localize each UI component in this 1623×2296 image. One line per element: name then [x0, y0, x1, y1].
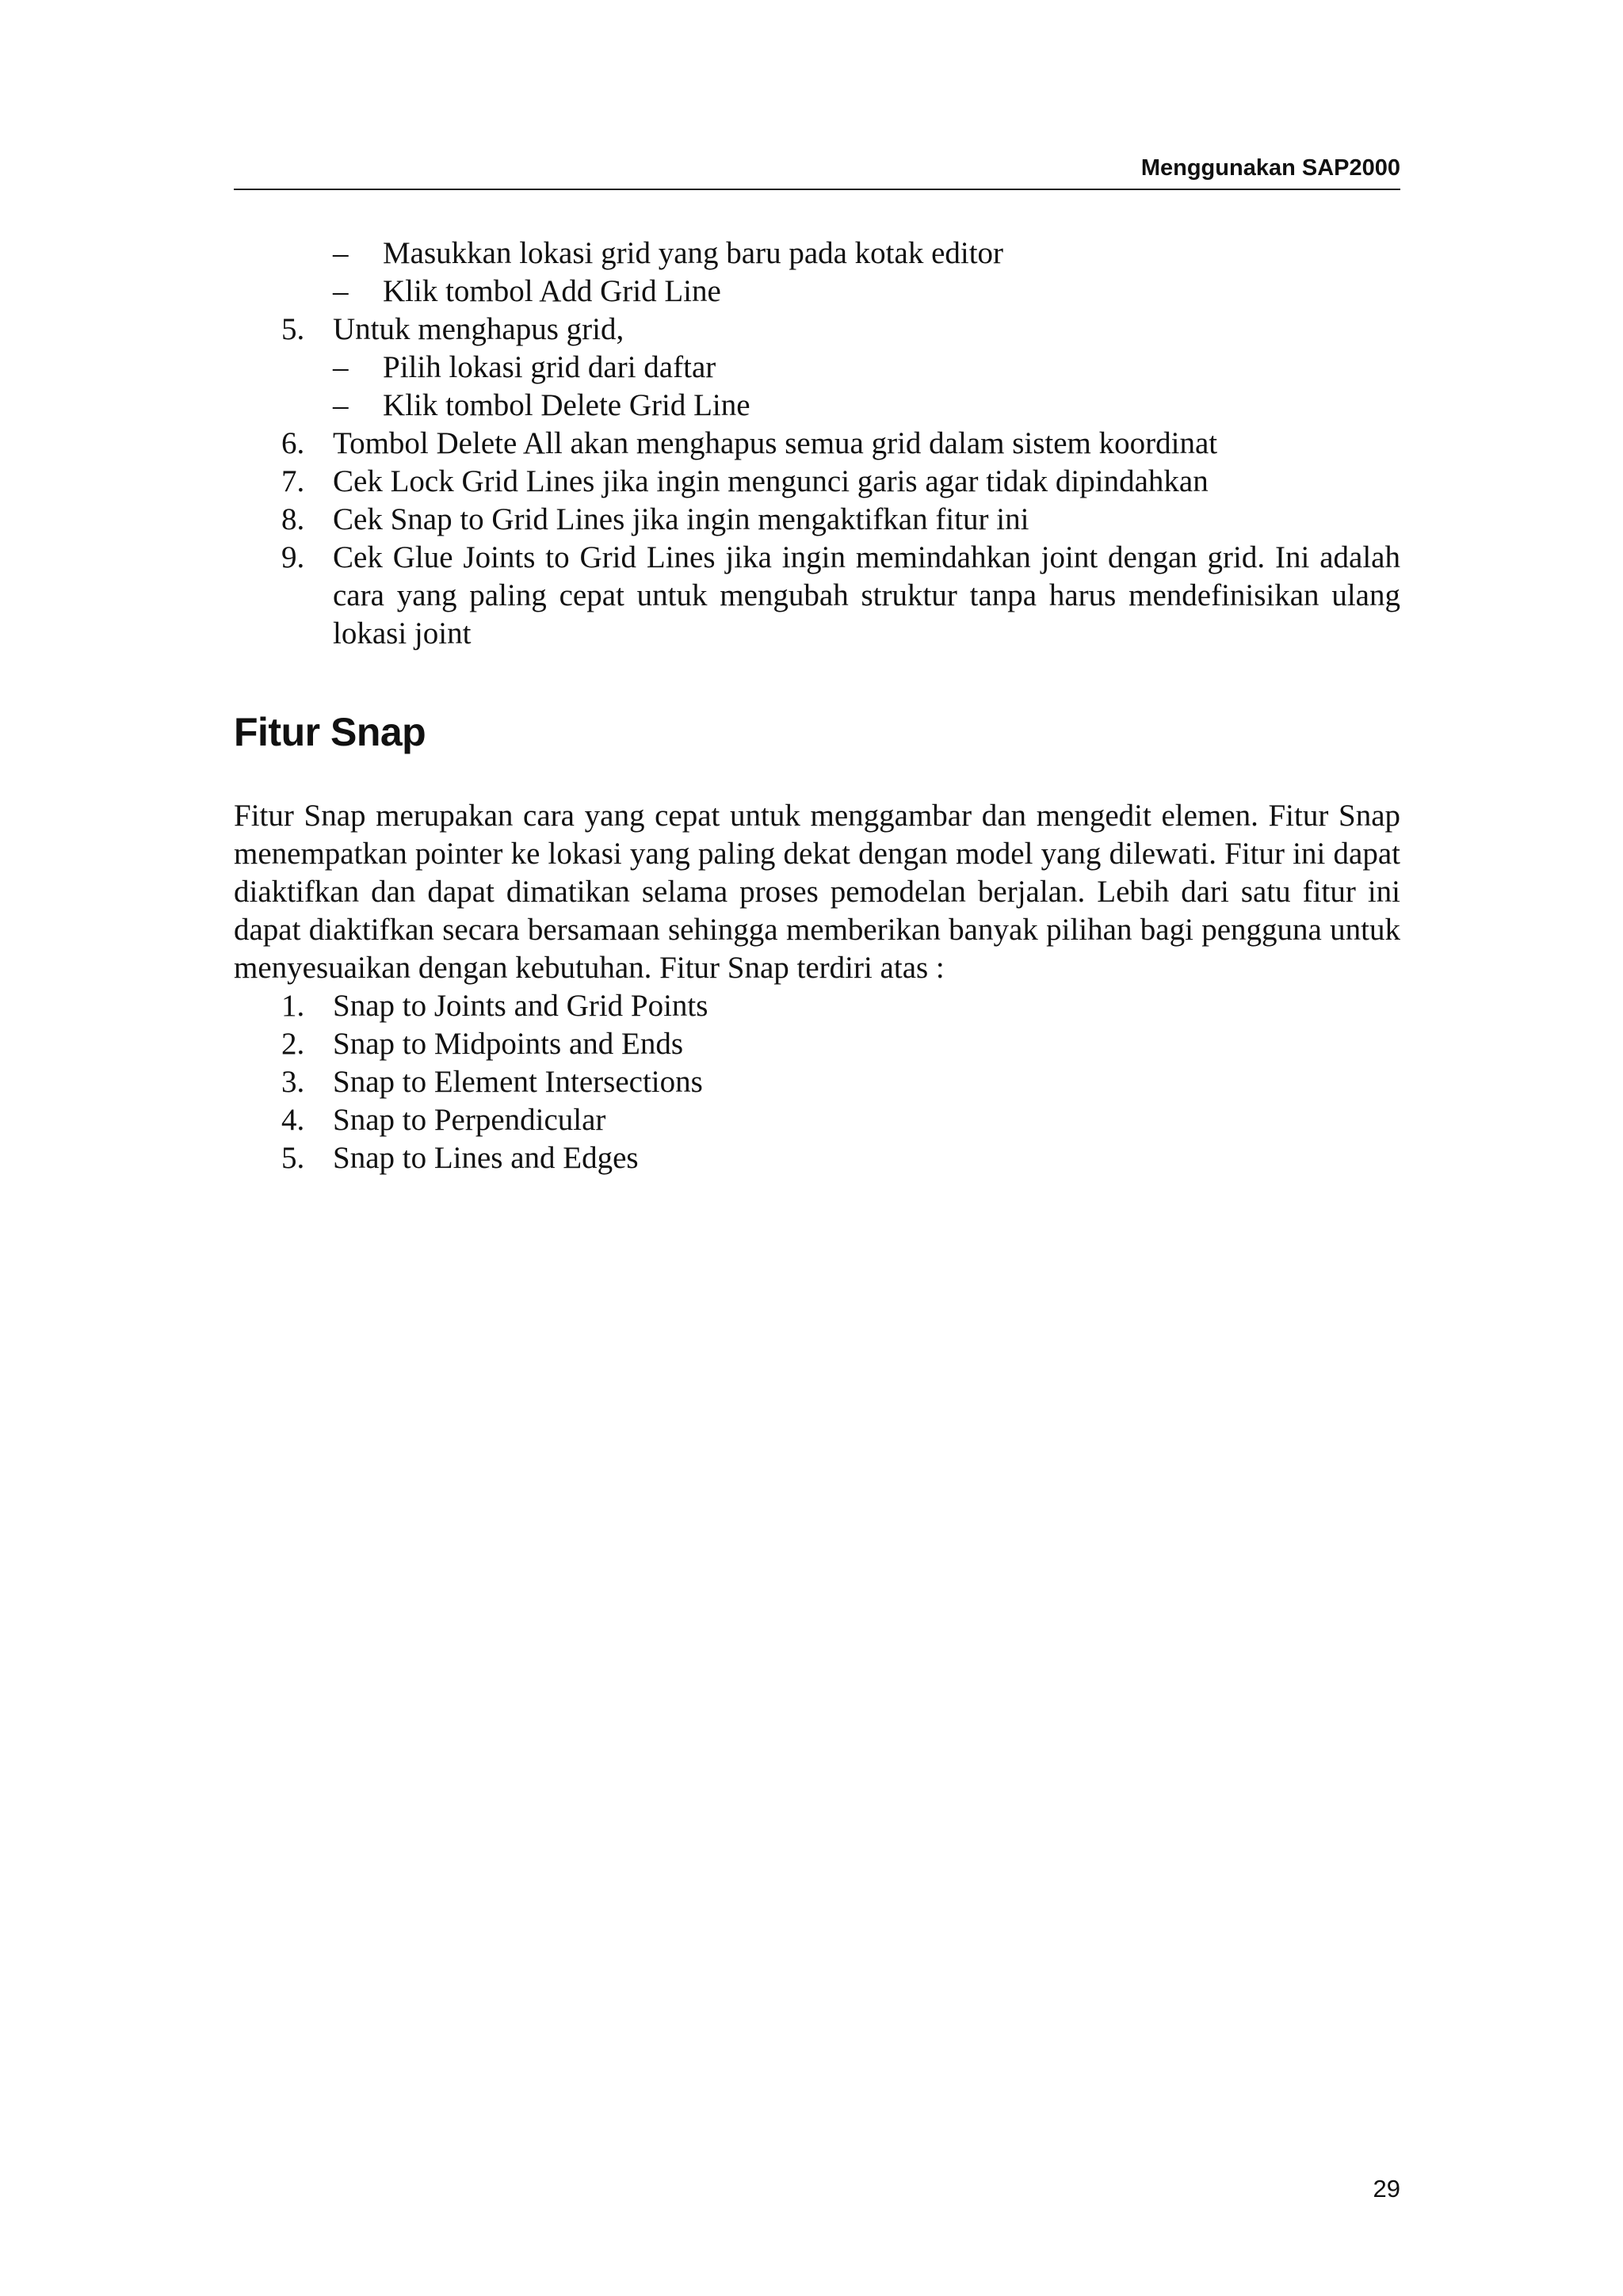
- list-number: 3.: [281, 1065, 305, 1099]
- list-subitem: [234, 349, 1400, 387]
- snap-feature-list: [234, 987, 1400, 1177]
- list-subitem-text: Klik tombol Add Grid Line: [383, 274, 721, 308]
- body-paragraph: Fitur Snap merupakan cara yang cepat untuk menggambar dan mengedit elemen. Fitur Snap menempatkan pointer ke lokasi yang paling dekat dengan model yang dilewati. Fitur ini dapat diaktifkan dan dapat dimatikan selama proses pemodelan berjalan. Lebih dari satu fitur ini dapat diaktifkan secara bersamaan sehingga memberikan banyak pilihan bagi pengguna untuk menyesuaikan dengan kebutuhan. Fitur Snap terdiri atas :: [234, 799, 1400, 985]
- dash-bullet: –: [333, 350, 349, 384]
- list-item-text: Cek Lock Grid Lines jika ingin mengunci garis agar tidak dipindahkan: [333, 464, 1209, 498]
- list-number: 5.: [281, 1141, 305, 1175]
- list-item: [234, 539, 1400, 653]
- dash-bullet: –: [333, 274, 349, 308]
- continued-list: [234, 235, 1400, 653]
- list-item-text: Untuk menghapus grid,: [333, 312, 624, 346]
- list-item-text: Snap to Perpendicular: [333, 1103, 606, 1137]
- running-header: Menggunakan SAP2000: [1140, 155, 1400, 181]
- list-item-text: Cek Glue Joints to Grid Lines jika ingin memindahkan joint dengan grid. Ini adalah cara yang paling cepat untuk mengubah struktur tanpa harus mendefinisikan ulang lokasi joint: [333, 540, 1400, 650]
- header-rule: [234, 189, 1400, 190]
- list-item: [234, 1139, 1400, 1177]
- list-item: [234, 425, 1400, 463]
- dash-bullet: –: [333, 388, 349, 422]
- list-item: [234, 987, 1400, 1025]
- list-item: [234, 1025, 1400, 1063]
- list-item-text: Snap to Element Intersections: [333, 1065, 703, 1099]
- section-heading: Fitur Snap: [234, 710, 426, 754]
- page-number: 29: [1373, 2175, 1400, 2203]
- list-item: [234, 1063, 1400, 1101]
- list-subitem-text: Pilih lokasi grid dari daftar: [383, 350, 716, 384]
- list-subitem-text: Klik tombol Delete Grid Line: [383, 388, 750, 422]
- list-item: [234, 501, 1400, 539]
- list-number: 1.: [281, 989, 305, 1023]
- list-item-text: Tombol Delete All akan menghapus semua grid dalam sistem koordinat: [333, 426, 1218, 460]
- list-number: 4.: [281, 1103, 305, 1137]
- dash-bullet: –: [333, 236, 349, 270]
- list-subitem: [234, 387, 1400, 425]
- list-item: [234, 1101, 1400, 1139]
- list-subitem-text: Masukkan lokasi grid yang baru pada kotak editor: [383, 236, 1004, 270]
- list-number: 8.: [281, 502, 305, 536]
- list-number: 7.: [281, 464, 305, 498]
- list-subitem: [234, 273, 1400, 311]
- list-number: 5.: [281, 312, 305, 346]
- list-item: [234, 311, 1400, 349]
- list-item-text: Snap to Joints and Grid Points: [333, 989, 708, 1023]
- list-item-text: Cek Snap to Grid Lines jika ingin mengaktifkan fitur ini: [333, 502, 1029, 536]
- list-number: 2.: [281, 1027, 305, 1061]
- list-subitem: [234, 235, 1400, 273]
- list-number: 9.: [281, 540, 305, 574]
- list-number: 6.: [281, 426, 305, 460]
- list-item-text: Snap to Midpoints and Ends: [333, 1027, 684, 1061]
- list-item: [234, 463, 1400, 501]
- list-item-text: Snap to Lines and Edges: [333, 1141, 639, 1175]
